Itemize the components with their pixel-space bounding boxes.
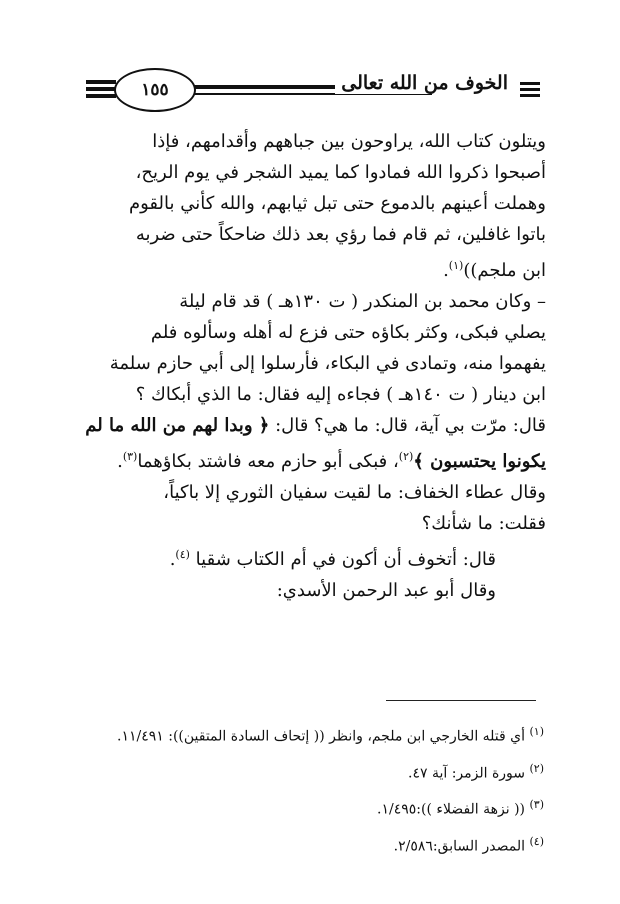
footnote-ref: (٤)	[175, 548, 190, 561]
text-line: أصبحوا ذكروا الله فمادوا كما يميد الشجر في يوم الريح،	[135, 162, 546, 183]
footnote-ref: (١)	[448, 259, 464, 272]
text-span: .	[117, 451, 123, 472]
footnotes	[68, 716, 544, 863]
footnote-text: (( نزهة الفضلاء )):١/٤٩٥.	[377, 801, 526, 818]
text-span: .	[443, 260, 449, 281]
text-line: يصلي فبكى، وكثر بكاؤه حتى فزع له أهله وسألوه فلم	[150, 322, 546, 343]
footnote-number: (٤)	[529, 834, 544, 848]
footnote-ref: (٢)	[398, 450, 414, 463]
text-span: ابن ملجم))	[463, 260, 546, 281]
footnote-separator	[386, 700, 536, 701]
footnote-number: (٣)	[529, 798, 544, 812]
footnote	[68, 826, 544, 863]
text-span: .	[169, 549, 176, 570]
main-text	[68, 126, 546, 606]
footnote	[68, 789, 544, 826]
footnote	[68, 716, 544, 753]
header-ornament-left	[86, 80, 116, 100]
page-header	[86, 66, 540, 112]
footnote-number: (٢)	[529, 761, 544, 775]
running-title: الخوف من الله تعالى	[335, 72, 514, 94]
text-line	[68, 441, 546, 477]
page-number	[114, 68, 196, 112]
text-line	[68, 250, 546, 286]
text-span: قال: أتخوف أن أكون في أم الكتاب شقيا	[195, 549, 496, 570]
text-line	[68, 539, 546, 575]
text-line: – وكان محمد بن المنكدر ( ت ١٣٠هـ ) قد قام ليلة	[179, 291, 546, 312]
footnote	[68, 753, 544, 790]
text-line: وقال أبو عبد الرحمن الأسدي:	[276, 580, 496, 601]
header-ornament-right	[520, 82, 540, 98]
page-number-text: ١٥٥	[141, 80, 169, 100]
text-span: قال: مرّت بي آية، قال: ما هي؟ قال:	[275, 415, 546, 436]
text-line: وهملت أعينهم بالدموع حتى تبل ثيابهم، والله كأني بالقوم	[128, 193, 546, 214]
quran-verse: ﴿ وبدا لهم من الله ما لم	[85, 415, 270, 436]
footnote-text: أي قتله الخارجي ابن ملجم، وانظر (( إتحاف السادة المتقين)): ١١/٤٩١.	[117, 728, 526, 745]
text-line: ويتلون كتاب الله، يراوحون بين جباههم وأقدامهم، فإذا	[152, 131, 546, 152]
text-line: فقلت: ما شأنك؟	[421, 513, 546, 534]
quran-verse: يكونوا يحتسبون ﴾	[413, 451, 546, 472]
text-line: يفهموا منه، وتمادى في البكاء، فأرسلوا إلى أبي حازم سلمة	[109, 353, 546, 374]
text-line: باتوا غافلين، ثم قام فما رؤي بعد ذلك ضاحكاً حتى ضربه	[135, 224, 546, 245]
text-line: وقال عطاء الخفاف: ما لقيت سفيان الثوري إلا باكياً،	[163, 482, 546, 503]
text-span: ، فبكى أبو حازم معه فاشتد بكاؤهما	[137, 451, 399, 472]
footnote-ref: (٣)	[122, 450, 138, 463]
footnote-text: سورة الزمر: آية ٤٧.	[408, 765, 526, 782]
text-line: ابن دينار ( ت ١٤٠هـ ) فجاءه إليه فقال: ما الذي أبكاك ؟	[135, 384, 546, 405]
text-line	[68, 410, 546, 441]
footnote-text: المصدر السابق:٢/٥٨٦.	[393, 838, 526, 855]
footnote-number: (١)	[529, 725, 544, 738]
